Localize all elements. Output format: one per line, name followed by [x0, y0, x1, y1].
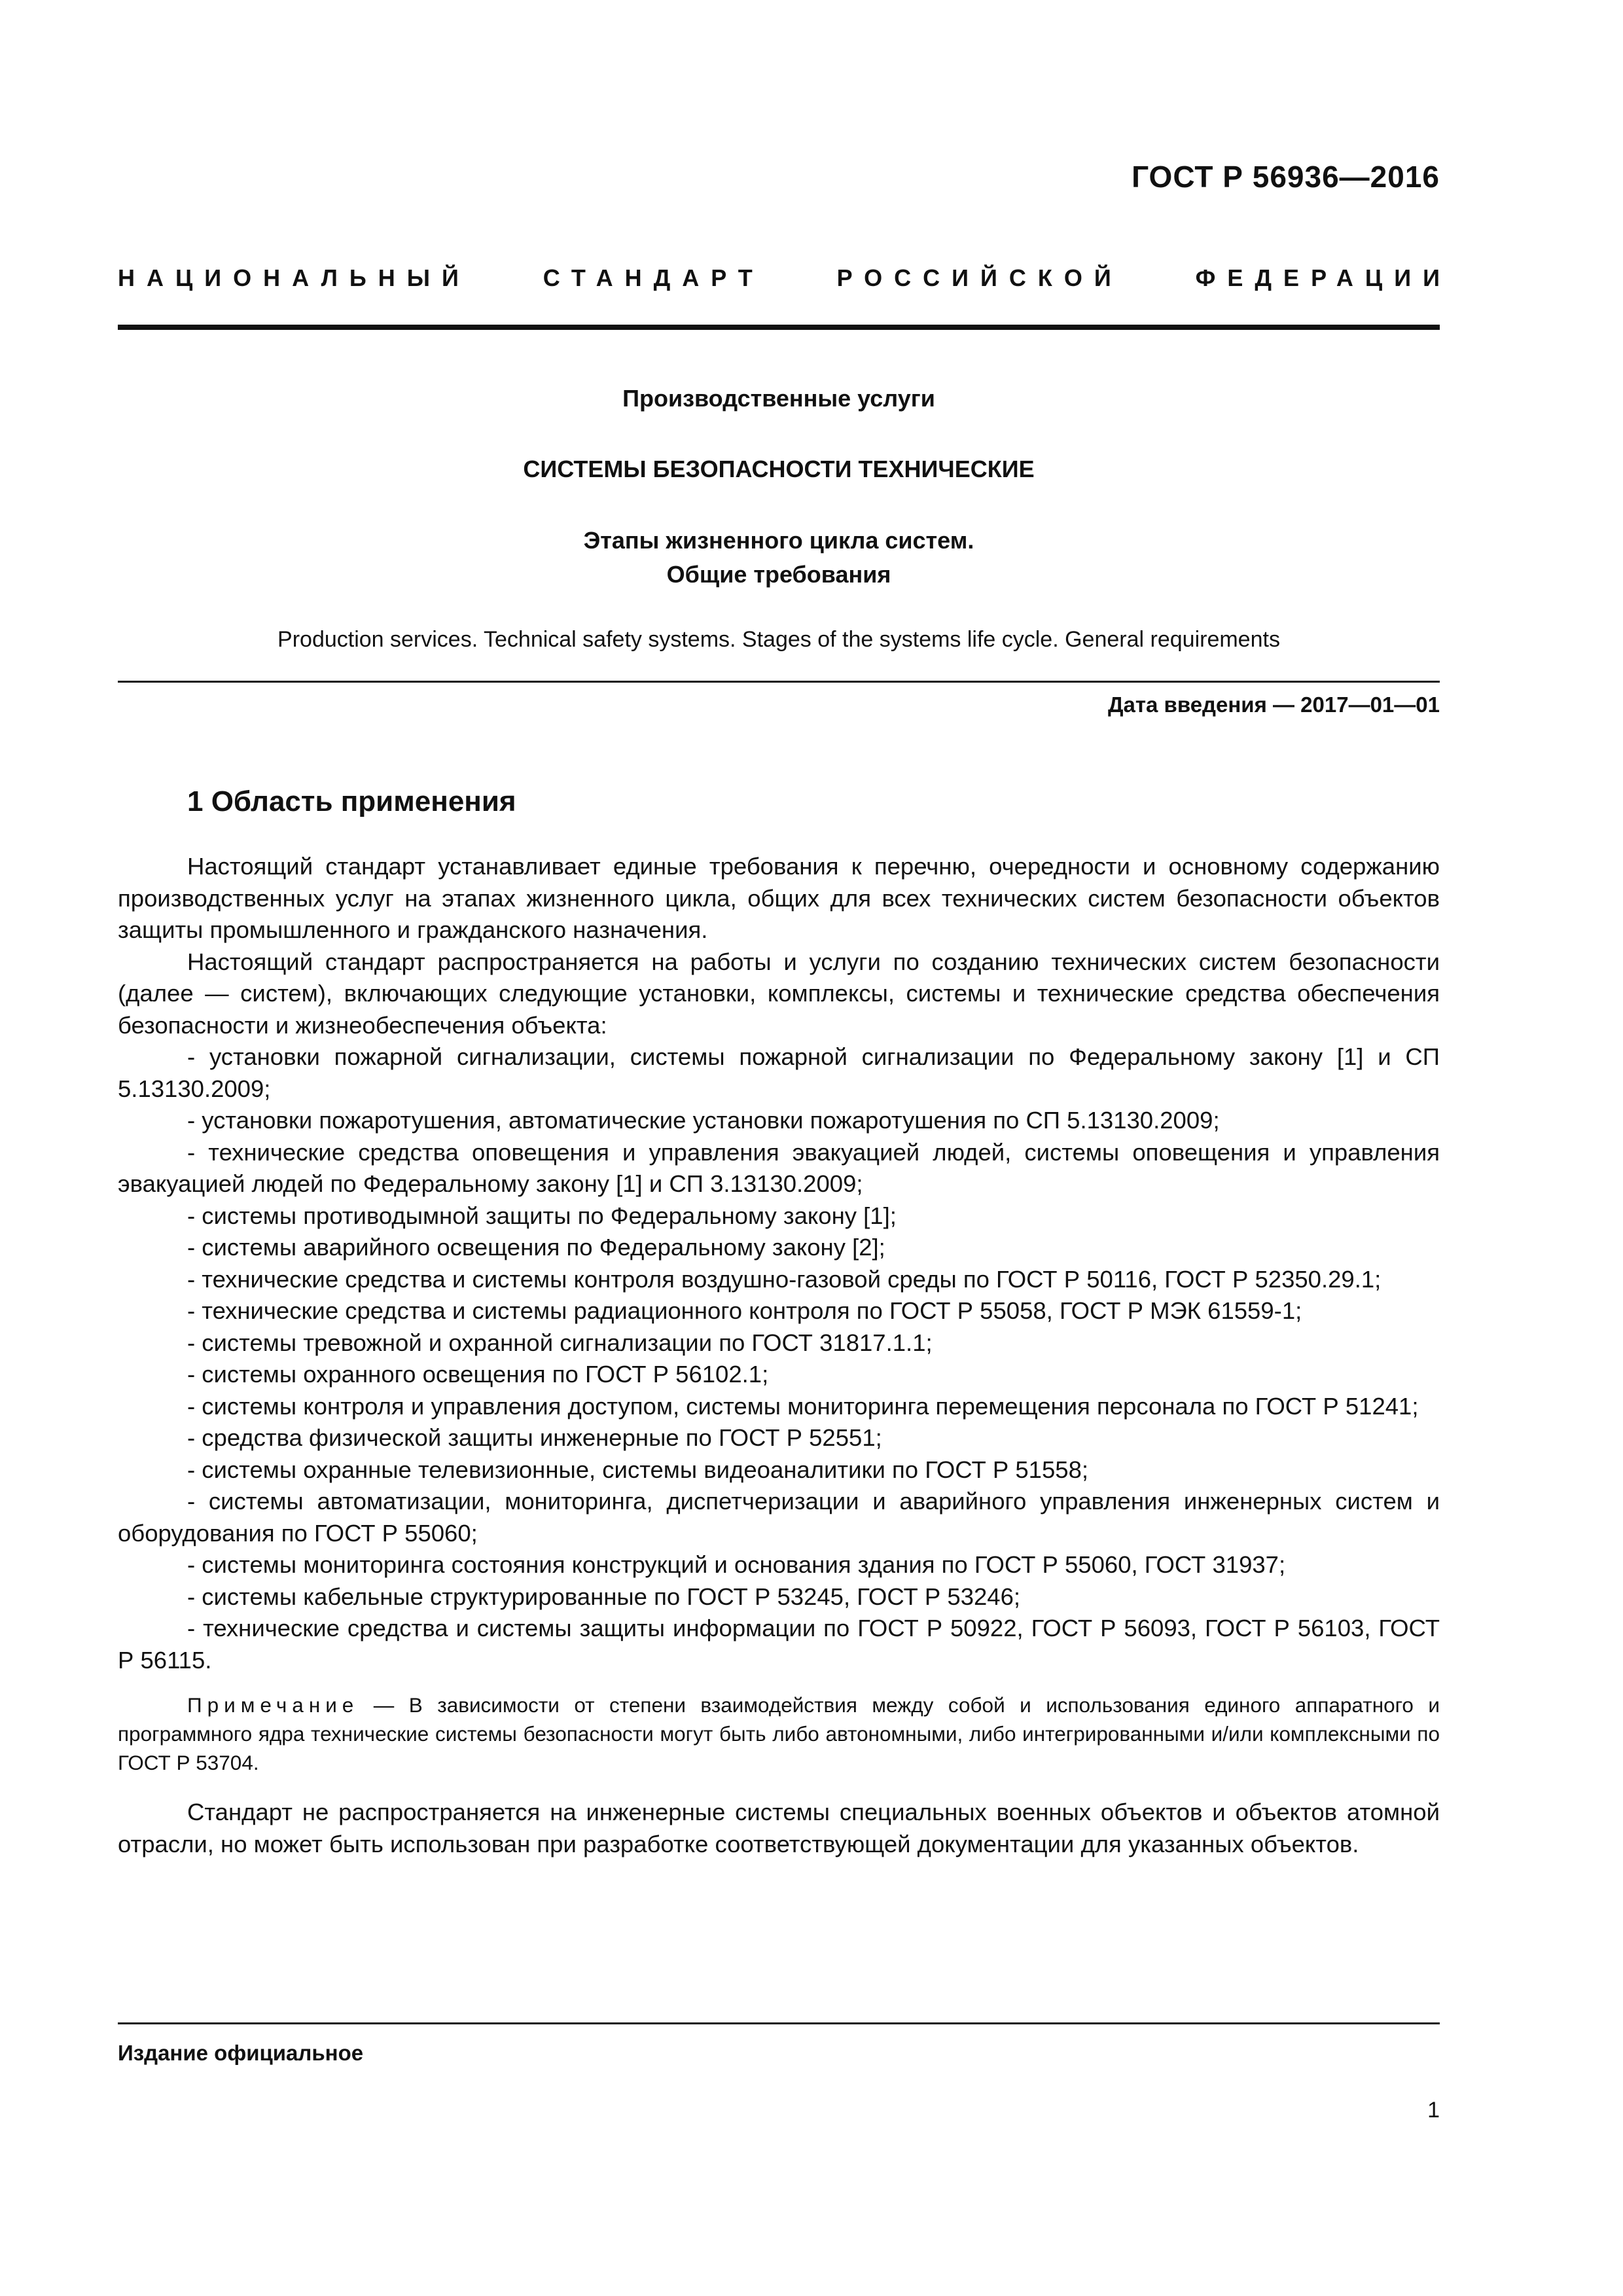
list-item: - системы тревожной и охранной сигнализации по ГОСТ 31817.1.1; [187, 1329, 933, 1356]
banner-word: СТАНДАРТ [543, 264, 764, 291]
banner-word: РОССИЙСКОЙ [836, 264, 1123, 291]
list-item: - системы аварийного освещения по Федеральному закону [2]; [187, 1234, 885, 1261]
page-number: 1 [1427, 2098, 1440, 2123]
list-item: - установки пожарной сигнализации, системы пожарной сигнализации по Федеральному закону [1] и СП 5.13130.2009; [118, 1043, 1440, 1102]
banner-word: НАЦИОНАЛЬНЫЙ [118, 264, 471, 291]
note-label: Примечание [187, 1693, 359, 1717]
footer-divider [118, 2022, 1440, 2024]
national-standard-banner [118, 264, 1452, 292]
title-stages-line: Этапы жизненного цикла систем. [583, 527, 974, 554]
paragraph: Настоящий стандарт устанавливает единые требования к перечню, очередности и основному содержанию производственных услуг на этапах жизненного цикла, общих для всех технических систем безопасности объектов защиты промышленного и гражданского назначения. [118, 853, 1440, 943]
list-item: - технические средства и системы защиты информации по ГОСТ Р 50922, ГОСТ Р 56093, ГОСТ Р 56103, ГОСТ Р 56115. [118, 1615, 1440, 1674]
list-item: - системы кабельные структурированные по ГОСТ Р 53245, ГОСТ Р 53246; [187, 1583, 1021, 1610]
paragraph: Настоящий стандарт распространяется на работы и услуги по созданию технических систем безопасности (далее — систем), включающих следующие установки, комплексы, системы и технические средства обеспечения безопасности и жизнеобеспечения объекта: [118, 948, 1440, 1039]
official-edition-label: Издание официальное [118, 2041, 364, 2065]
section-body [118, 851, 1440, 1860]
list-item: - системы охранного освещения по ГОСТ Р 56102.1; [187, 1361, 769, 1388]
list-item: - средства физической защиты инженерные по ГОСТ Р 52551; [187, 1424, 882, 1451]
title-systems: СИСТЕМЫ БЕЗОПАСНОСТИ ТЕХНИЧЕСКИЕ [523, 456, 1035, 482]
banner-word: ФЕДЕРАЦИИ [1195, 264, 1452, 291]
list-item: - системы противодымной защиты по Федеральному закону [1]; [187, 1202, 897, 1229]
list-item: - системы мониторинга состояния конструкций и основания здания по ГОСТ Р 55060, ГОСТ 31937; [187, 1551, 1286, 1578]
title-divider [118, 681, 1440, 683]
note-text: — В зависимости от степени взаимодействия между собой и использования единого аппаратного и программного ядра технические системы безопасности могут быть либо автономными, либо интегрированными и/или комплексными по ГОСТ Р 53704. [118, 1693, 1440, 1774]
title-english: Production services. Technical safety systems. Stages of the systems life cycle. General requirements [277, 627, 1280, 652]
title-stages [118, 524, 1440, 592]
effective-date: Дата введения — 2017—01—01 [1108, 692, 1440, 717]
list-item: - системы охранные телевизионные, системы видеоаналитики по ГОСТ Р 51558; [187, 1456, 1089, 1483]
list-item: - технические средства и системы радиационного контроля по ГОСТ Р 55058, ГОСТ Р МЭК 61559-1; [187, 1297, 1302, 1324]
list-item: - технические средства оповещения и управления эвакуацией людей, системы оповещения и управления эвакуацией людей по Федеральному закону [1] и СП 3.13130.2009; [118, 1138, 1440, 1197]
document-page [118, 0, 1452, 2296]
title-services: Производственные услуги [622, 385, 935, 412]
document-number: ГОСТ Р 56936—2016 [1132, 160, 1440, 194]
paragraph: Стандарт не распространяется на инженерные системы специальных военных объектов и объектов атомной отрасли, но может быть использован при разработке соответствующей документации для указанных объектов. [118, 1799, 1440, 1857]
list-item: - технические средства и системы контроля воздушно-газовой среды по ГОСТ Р 50116, ГОСТ Р 52350.29.1; [187, 1265, 1382, 1293]
list-item: - установки пожаротушения, автоматические установки пожаротушения по СП 5.13130.2009; [187, 1107, 1220, 1134]
note [118, 1691, 1440, 1777]
section-heading: 1 Область применения [187, 785, 516, 817]
header-divider [118, 325, 1440, 330]
list-item: - системы автоматизации, мониторинга, диспетчеризации и аварийного управления инженерных систем и оборудования по ГОСТ Р 55060; [118, 1488, 1440, 1547]
list-item: - системы контроля и управления доступом, системы мониторинга перемещения персонала по ГОСТ Р 51241; [187, 1392, 1419, 1420]
title-stages-line: Общие требования [666, 561, 891, 588]
